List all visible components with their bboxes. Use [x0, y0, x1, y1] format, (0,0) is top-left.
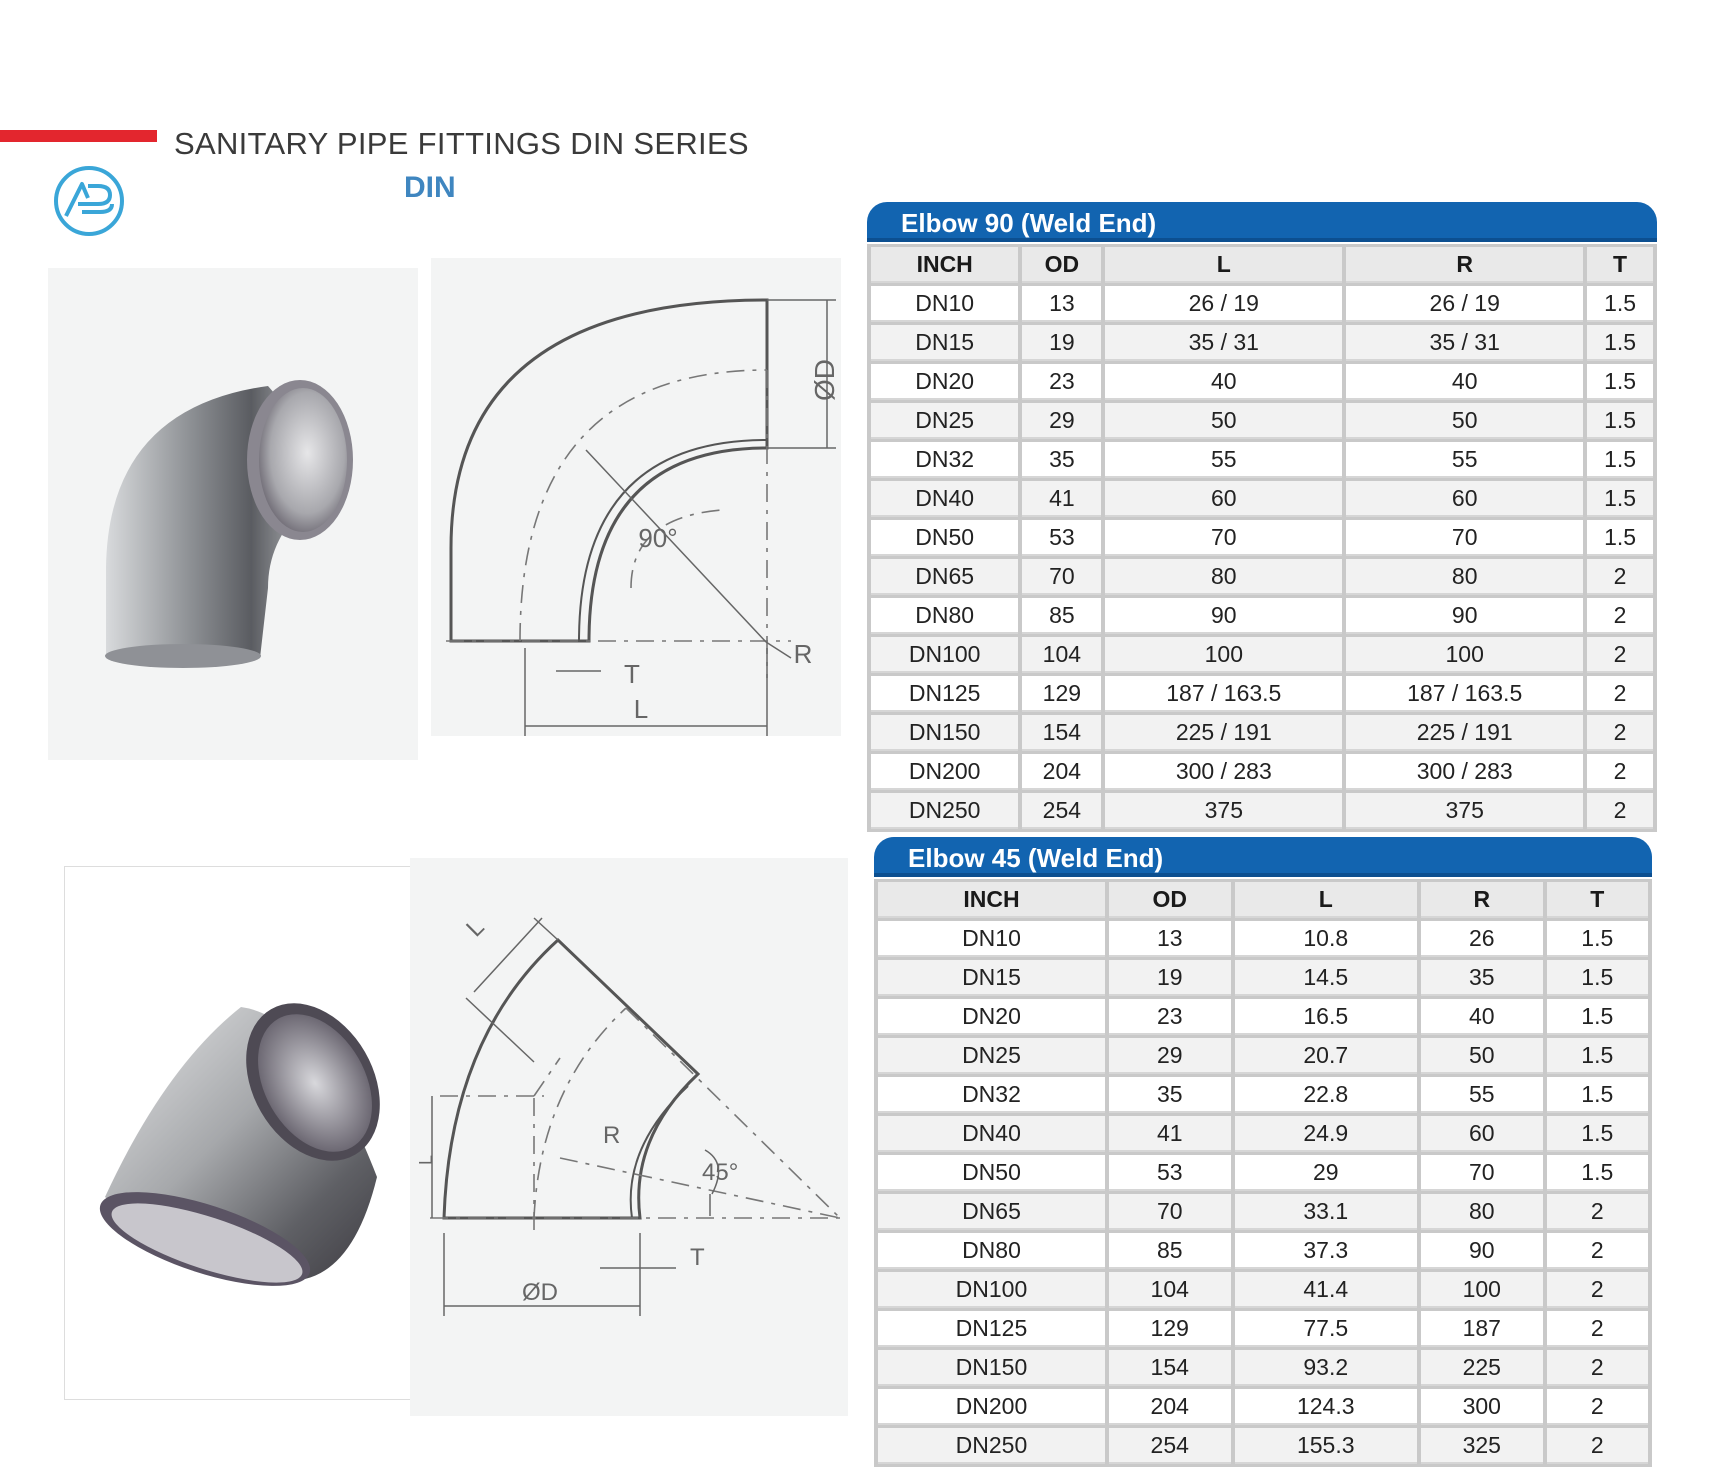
table-cell: 53: [1109, 1155, 1231, 1191]
table-row: [871, 598, 1653, 634]
table-cell: 300: [1421, 1389, 1543, 1425]
table-cell: 100: [1421, 1272, 1543, 1308]
table-cell: 14.5: [1235, 960, 1417, 996]
table-cell: 2: [1587, 676, 1653, 712]
table-cell: 2: [1547, 1389, 1648, 1425]
table-cell: 10.8: [1235, 921, 1417, 957]
table-row: [871, 520, 1653, 556]
table-cell: 155.3: [1235, 1428, 1417, 1464]
table-row: [878, 1038, 1648, 1074]
table-cell: 26 / 19: [1105, 286, 1342, 322]
table-cell: 55: [1105, 442, 1342, 478]
table-row: [878, 999, 1648, 1035]
accent-bar: [0, 130, 157, 142]
table-cell: 100: [1346, 637, 1583, 673]
table-cell: DN200: [871, 754, 1018, 790]
table-cell: 1.5: [1547, 960, 1648, 996]
table-cell: 35 / 31: [1105, 325, 1342, 361]
od-dim-label: ØD: [522, 1279, 558, 1306]
table-cell: DN20: [871, 364, 1018, 400]
l2-dim-label: L: [416, 1154, 436, 1166]
table-cell: 55: [1346, 442, 1583, 478]
table-cell: 154: [1022, 715, 1101, 751]
table-cell: 41: [1022, 481, 1101, 517]
table-cell: 2: [1547, 1428, 1648, 1464]
table-cell: 80: [1105, 559, 1342, 595]
table-cell: 129: [1022, 676, 1101, 712]
table-cell: 1.5: [1547, 1077, 1648, 1113]
r-dim-label: R: [603, 1122, 621, 1149]
table-row: [878, 1116, 1648, 1152]
table-cell: 225 / 191: [1346, 715, 1583, 751]
table-cell: 55: [1421, 1077, 1543, 1113]
page-title: SANITARY PIPE FITTINGS DIN SERIES: [174, 126, 749, 161]
table-cell: 1.5: [1547, 999, 1648, 1035]
brand-logo-icon: [52, 164, 126, 238]
table-cell: 41.4: [1235, 1272, 1417, 1308]
table-cell: 37.3: [1235, 1233, 1417, 1269]
elbow45-drawing: [410, 858, 848, 1416]
r-dim-label: R: [793, 639, 813, 669]
table-row: [871, 364, 1653, 400]
table-cell: 35 / 31: [1346, 325, 1583, 361]
table-cell: DN25: [871, 403, 1018, 439]
table-cell: DN125: [878, 1311, 1105, 1347]
t-dim-label: T: [624, 659, 640, 689]
table-cell: 254: [1109, 1428, 1231, 1464]
table-row: [871, 325, 1653, 361]
table-cell: DN50: [871, 520, 1018, 556]
table-cell: 80: [1421, 1194, 1543, 1230]
table-cell: 70: [1346, 520, 1583, 556]
table-cell: 29: [1109, 1038, 1231, 1074]
table-row: [871, 442, 1653, 478]
table-row: [878, 1428, 1648, 1464]
table-cell: 77.5: [1235, 1311, 1417, 1347]
table-cell: DN65: [871, 559, 1018, 595]
table-cell: DN10: [878, 921, 1105, 957]
table-cell: DN25: [878, 1038, 1105, 1074]
table-cell: 204: [1022, 754, 1101, 790]
table-cell: 41: [1109, 1116, 1231, 1152]
table-row: [871, 637, 1653, 673]
table-cell: 33.1: [1235, 1194, 1417, 1230]
table-row: [878, 921, 1648, 957]
table-cell: 1.5: [1587, 364, 1653, 400]
table-cell: 19: [1109, 960, 1231, 996]
table-cell: DN80: [878, 1233, 1105, 1269]
table-cell: 50: [1421, 1038, 1543, 1074]
table-row: [878, 1155, 1648, 1191]
table-cell: 154: [1109, 1350, 1231, 1386]
table-cell: 40: [1346, 364, 1583, 400]
table-cell: 1.5: [1587, 520, 1653, 556]
table-cell: 70: [1109, 1194, 1231, 1230]
table-cell: 124.3: [1235, 1389, 1417, 1425]
table-cell: 26 / 19: [1346, 286, 1583, 322]
table-cell: 35: [1421, 960, 1543, 996]
table-cell: 204: [1109, 1389, 1231, 1425]
table-row: [871, 559, 1653, 595]
table-cell: 1.5: [1587, 286, 1653, 322]
table-cell: 225 / 191: [1105, 715, 1342, 751]
elbow45-photo: [64, 866, 430, 1400]
table-cell: 1.5: [1587, 403, 1653, 439]
table-cell: 50: [1346, 403, 1583, 439]
table-cell: 187 / 163.5: [1105, 676, 1342, 712]
table-cell: 40: [1105, 364, 1342, 400]
elbow45-table-title: Elbow 45 (Weld End): [874, 837, 1652, 877]
table-cell: DN15: [871, 325, 1018, 361]
elbow90-table: [867, 202, 1657, 832]
table-row: [871, 676, 1653, 712]
column-header-inch: INCH: [871, 247, 1018, 283]
table-cell: DN100: [878, 1272, 1105, 1308]
column-header-l: L: [1105, 247, 1342, 283]
table-cell: 90: [1346, 598, 1583, 634]
table-cell: 225: [1421, 1350, 1543, 1386]
table-cell: DN80: [871, 598, 1018, 634]
table-cell: 90: [1105, 598, 1342, 634]
table-cell: 93.2: [1235, 1350, 1417, 1386]
table-cell: 2: [1547, 1272, 1648, 1308]
table-cell: DN40: [871, 481, 1018, 517]
table-cell: 53: [1022, 520, 1101, 556]
table-cell: DN250: [871, 793, 1018, 829]
table-cell: 23: [1109, 999, 1231, 1035]
column-header-r: R: [1421, 882, 1543, 918]
table-cell: 22.8: [1235, 1077, 1417, 1113]
table-cell: 26: [1421, 921, 1543, 957]
l-dim-label: L: [461, 913, 490, 943]
table-cell: 60: [1421, 1116, 1543, 1152]
table-cell: 1.5: [1547, 921, 1648, 957]
elbow90-drawing: [431, 258, 841, 736]
column-header-t: T: [1547, 882, 1648, 918]
table-cell: 19: [1022, 325, 1101, 361]
table-cell: 2: [1587, 598, 1653, 634]
table-cell: DN150: [878, 1350, 1105, 1386]
t-dim-label: T: [690, 1244, 705, 1271]
table-cell: DN200: [878, 1389, 1105, 1425]
table-row: [871, 286, 1653, 322]
table-row: [878, 1311, 1648, 1347]
table-cell: 129: [1109, 1311, 1231, 1347]
elbow90-spec-table: [867, 244, 1657, 832]
table-cell: 104: [1022, 637, 1101, 673]
table-cell: 29: [1022, 403, 1101, 439]
table-row: [871, 715, 1653, 751]
table-cell: 1.5: [1587, 442, 1653, 478]
table-cell: 23: [1022, 364, 1101, 400]
table-cell: 375: [1105, 793, 1342, 829]
table-cell: 1.5: [1587, 325, 1653, 361]
table-cell: 90: [1421, 1233, 1543, 1269]
table-row: [871, 754, 1653, 790]
table-cell: 60: [1346, 481, 1583, 517]
table-cell: 2: [1547, 1311, 1648, 1347]
table-cell: 40: [1421, 999, 1543, 1035]
table-row: [878, 1077, 1648, 1113]
table-cell: 50: [1105, 403, 1342, 439]
table-cell: DN32: [871, 442, 1018, 478]
table-cell: 254: [1022, 793, 1101, 829]
table-cell: DN100: [871, 637, 1018, 673]
table-cell: 20.7: [1235, 1038, 1417, 1074]
table-cell: 1.5: [1587, 481, 1653, 517]
angle-label: 90°: [638, 523, 678, 553]
table-cell: DN10: [871, 286, 1018, 322]
table-cell: 1.5: [1547, 1038, 1648, 1074]
table-row: [878, 1389, 1648, 1425]
table-cell: 1.5: [1547, 1155, 1648, 1191]
table-cell: 13: [1022, 286, 1101, 322]
table-cell: 2: [1547, 1350, 1648, 1386]
table-cell: DN150: [871, 715, 1018, 751]
elbow45-table: [874, 837, 1652, 1467]
table-cell: 1.5: [1547, 1116, 1648, 1152]
table-cell: DN125: [871, 676, 1018, 712]
table-cell: 104: [1109, 1272, 1231, 1308]
table-cell: 35: [1109, 1077, 1231, 1113]
table-cell: 80: [1346, 559, 1583, 595]
table-cell: 60: [1105, 481, 1342, 517]
column-header-od: OD: [1109, 882, 1231, 918]
table-cell: 187 / 163.5: [1346, 676, 1583, 712]
table-cell: 187: [1421, 1311, 1543, 1347]
table-cell: 70: [1421, 1155, 1543, 1191]
elbow90-table-title: Elbow 90 (Weld End): [867, 202, 1657, 242]
table-cell: DN20: [878, 999, 1105, 1035]
table-cell: 2: [1587, 637, 1653, 673]
table-cell: 29: [1235, 1155, 1417, 1191]
elbow90-photo: [48, 268, 418, 760]
table-cell: 70: [1105, 520, 1342, 556]
table-cell: DN250: [878, 1428, 1105, 1464]
od-dim-label: ØD: [809, 359, 840, 401]
table-row: [878, 1350, 1648, 1386]
table-cell: 16.5: [1235, 999, 1417, 1035]
table-row: [878, 1194, 1648, 1230]
page-subtitle: DIN: [404, 171, 456, 204]
table-cell: 85: [1022, 598, 1101, 634]
table-cell: 2: [1587, 793, 1653, 829]
table-cell: 300 / 283: [1105, 754, 1342, 790]
table-row: [871, 403, 1653, 439]
angle-label: 45°: [702, 1159, 739, 1186]
table-cell: DN50: [878, 1155, 1105, 1191]
table-cell: 2: [1587, 754, 1653, 790]
table-cell: 2: [1587, 559, 1653, 595]
table-cell: 35: [1022, 442, 1101, 478]
elbow45-spec-table: [874, 879, 1652, 1467]
column-header-od: OD: [1022, 247, 1101, 283]
table-cell: 2: [1587, 715, 1653, 751]
table-cell: 85: [1109, 1233, 1231, 1269]
column-header-t: T: [1587, 247, 1653, 283]
table-cell: 100: [1105, 637, 1342, 673]
table-cell: DN40: [878, 1116, 1105, 1152]
table-cell: DN15: [878, 960, 1105, 996]
table-cell: 2: [1547, 1233, 1648, 1269]
table-cell: DN65: [878, 1194, 1105, 1230]
table-cell: 24.9: [1235, 1116, 1417, 1152]
l-dim-label: L: [633, 694, 649, 724]
table-cell: 2: [1547, 1194, 1648, 1230]
table-cell: 13: [1109, 921, 1231, 957]
table-row: [878, 1233, 1648, 1269]
table-row: [878, 1272, 1648, 1308]
table-cell: 300 / 283: [1346, 754, 1583, 790]
table-row: [871, 481, 1653, 517]
table-cell: 70: [1022, 559, 1101, 595]
table-cell: DN32: [878, 1077, 1105, 1113]
table-cell: 325: [1421, 1428, 1543, 1464]
column-header-inch: INCH: [878, 882, 1105, 918]
table-row: [871, 793, 1653, 829]
table-row: [878, 960, 1648, 996]
column-header-l: L: [1235, 882, 1417, 918]
table-cell: 375: [1346, 793, 1583, 829]
column-header-r: R: [1346, 247, 1583, 283]
